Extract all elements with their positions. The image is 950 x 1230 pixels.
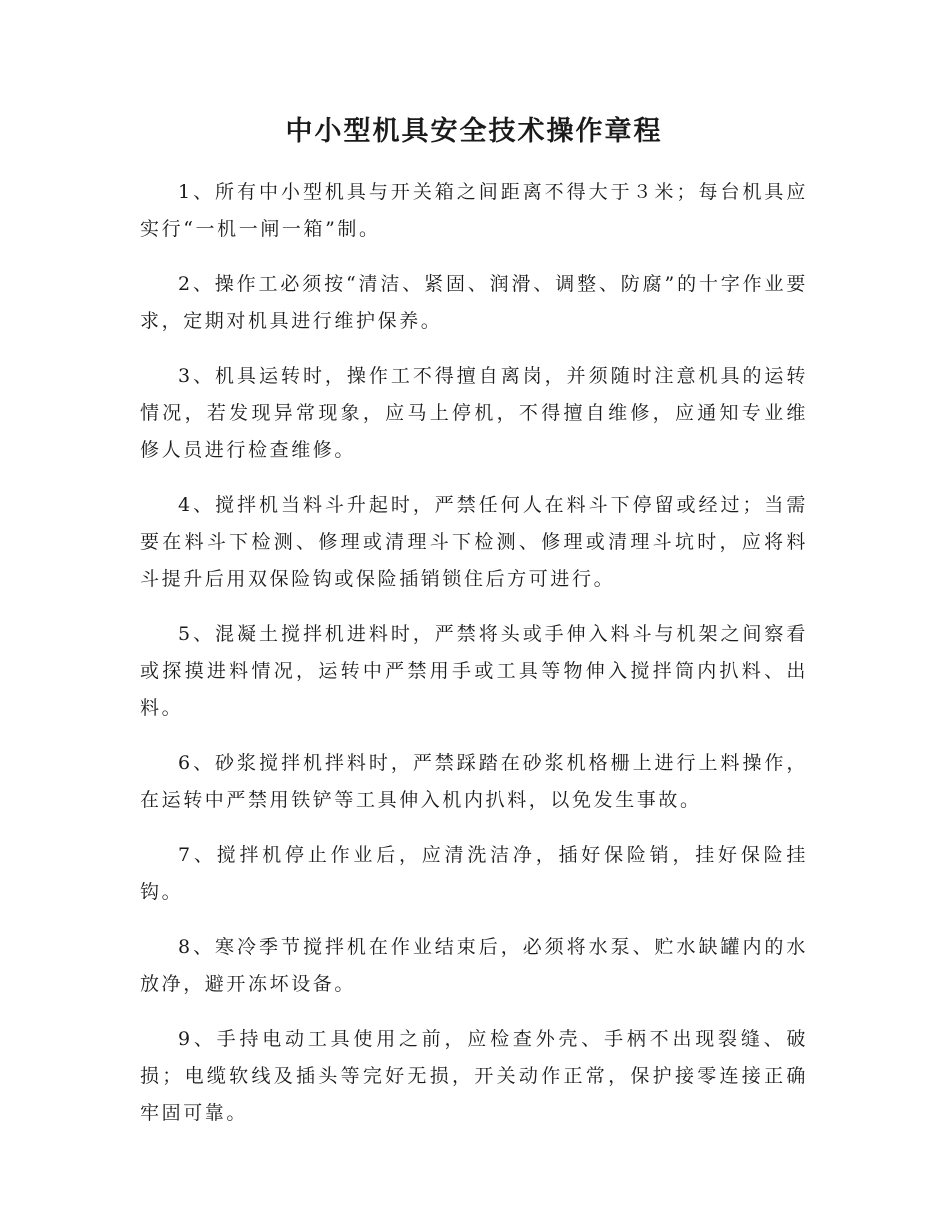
paragraph-6: 6、砂浆搅拌机拌料时，严禁踩踏在砂浆机格栅上进行上料操作，在运转中严禁用铁铲等工具伸入机内扒料，以免发生事故。 [140,752,808,811]
paragraph-2: 2、操作工必须按“清洁、紧固、润滑、调整、防腐”的十字作业要求，定期对机具进行维护保养。 [140,273,808,332]
document-title: 中小型机具安全技术操作章程 [285,116,663,147]
paragraph-1: 1、所有中小型机具与开关箱之间距离不得大于３米；每台机具应实行“一机一闸一箱”制。 [140,181,808,240]
paragraph-3: 3、机具运转时，操作工不得擅自离岗，并须随时注意机具的运转情况，若发现异常现象，应马上停机，不得擅自维修，应通知专业维修人员进行检查维修。 [140,365,808,461]
paragraph-7: 7、搅拌机停止作业后，应清洗洁净，插好保险销，挂好保险挂钩。 [140,844,808,903]
paragraph-4: 4、搅拌机当料斗升起时，严禁任何人在料斗下停留或经过；当需要在料斗下检测、修理或清理斗下检测、修理或清理斗坑时，应将料斗提升后用双保险钩或保险插销锁住后方可进行。 [140,494,808,590]
paragraph-5: 5、混凝土搅拌机进料时，严禁将头或手伸入料斗与机架之间察看或探摸进料情况，运转中严禁用手或工具等物伸入搅拌筒内扒料、出料。 [140,623,808,719]
paragraph-9: 9、手持电动工具使用之前，应检查外壳、手柄不出现裂缝、破损；电缆软线及插头等完好无损，开关动作正常，保护接零连接正确牢固可靠。 [140,1028,808,1124]
paragraph-8: 8、寒冷季节搅拌机在作业结束后，必须将水泵、贮水缺罐内的水放净，避开冻坏设备。 [140,936,808,995]
document-page [140,112,808,1150]
